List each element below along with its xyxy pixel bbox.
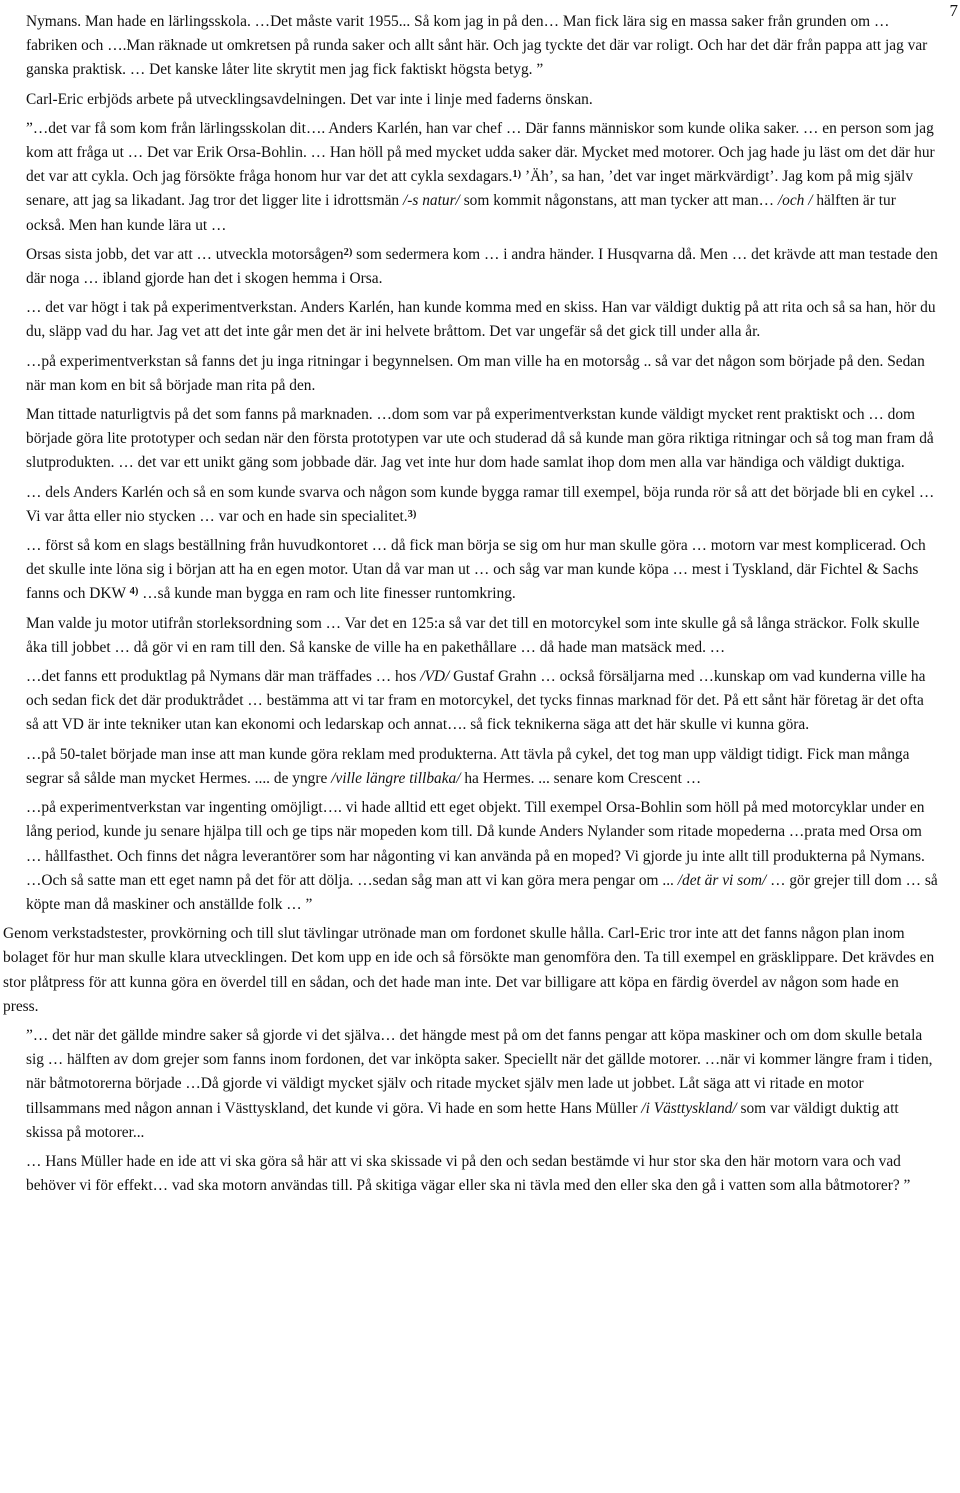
footnote-ref: 1) [512,169,522,181]
paragraph: ”… det när det gällde mindre saker så gjorde vi det själva… det hängde mest på om det fanns pengar att köpa maskiner och om dom skulle betala sig … hälften av dom grejer som fanns inom fordonen, det var inköpta saker. Speciellt när det gällde motorer. …när vi kommer längre fram i tiden, när båtmotorerna började …Då gjorde vi väldigt mycket själv och ritade mycket själv men lade ut jobbet. Låt säga att vi ritade en motor tillsammans med någon annan i Västtyskland, det kunde vi göra. Vi hade en som hette Hans Müller /i Västtyskland/ som var väldigt duktig att skissa på motorer... [26,1026,933,1141]
footnote-ref: 4) [129,586,139,598]
paragraph: …på experimentverkstan var ingenting omöjligt…. vi hade alltid ett eget objekt. Till exempel Orsa-Bohlin som höll på med motorcyklar under en lång period, kunde ju senare hjälpa till och ge tips när mopeden kom till. Då kunde Anders Nylander som ritade mopederna …prata med Orsa om … hållfasthet. Och finns det några leverantörer som har någonting vi kan använda på en moped? Vi gjorde ju inte allt till produkterna på Nymans. …Och så satte man ett eget namn på det för att dölja. …sedan såg man att vi kan göra mera pengar om ... /det är vi som/ … gör grejer till dom … så köpte man då maskiner och anställde folk … ” [26,799,938,913]
paragraph: … först så kom en slags beställning från huvudkontoret … då fick man börja se sig om hur man skulle göra … motorn var mest komplicerad. Och det skulle inte löna sig i början att ha en egen motor. Utan då var man ut … och såg var man kunde köpa … mest i Tyskland, där Fichtel & Sachs fanns och DKW $^{4)}$ …så kunde man bygga en ram och lite finesser runtomkring. [26,537,926,603]
paragraph: Man valde ju motor utifrån storleksordning som … Var det en 125:a så var det till en motorcykel som inte skulle gå så långa sträckor. Folk skulle åka till jobbet … då gör vi en ram till den. Så kanske de ville ha en pakethållare … då hade man matsäck med. … [26,614,920,656]
paragraph: … Hans Müller hade en ide att vi ska göra så här att vi ska skissade vi på den och sedan bestämde vi hur stor ska den här motorn vara och vad behöver vi för effekt… vad ska motorn användas till. På skitiga vägar eller ska ni tävla med den eller ska den gå i vatten som alla båtmotorer? ” [26,1152,911,1195]
paragraph: Carl-Eric erbjöds arbete på utvecklingsavdelningen. Det var inte i linje med faderns önskan. [26,90,593,108]
paragraph: …på 50-talet började man inse att man kunde göra reklam med produkterna. Att tävla på cykel, det tog man upp väldigt tidigt. Fick man många segrar så sålde man mycket Hermes. .... de yngre /ville längre tillbaka/ ha Hermes. ... senare kom Crescent … [26,745,910,787]
paragraph: …på experimentverkstan så fanns det ju inga ritningar i begynnelsen. Om man ville ha en motorsåg .. så var det någon som började på den. Sedan när man kom en bit så började man rita på den. [26,352,925,394]
paragraph: … dels Anders Karlén och så en som kunde svarva och någon som kunde bygga ramar till exempel, böja runda rör så att det började bli en cykel …Vi var åtta eller nio stycken … var och en hade sin specialitet.$^{3)}$ [26,483,935,525]
paragraph: …det fanns ett produktlag på Nymans där man träffades … hos /VD/ Gustaf Grahn … också försäljarna med …kunskap om vad kunderna ville ha och sedan fick det där produktrådet … bestämma att vi tar fram en motorcykel, det tycks finnas marknad för det. På ett sånt här företag är det ofta så att VD är inte tekniker utan kan ekonomi och ledarskap och annat…. så fick teknikerna säga att det här skulle vi kunna göra. [26,668,926,734]
paragraph: Orsas sista jobb, det var att … utveckla motorsågen$^{2)}$ som sedermera kom … i andra händer. I Husqvarna då. Men … det krävde att man testade den där noga … ibland gjorde han det i skogen hemma i Orsa. [26,245,938,288]
paragraph: … det var högt i tak på experimentverkstan. Anders Karlén, han kunde komma med en skiss. Han var väldigt duktig på att rita och så sa han, hör du du, släpp vad du har. Jag vet att det inte går men det är ini helvete bråttom. Det var ungefär så det gick till under alla år. [26,299,936,341]
paragraph: ”…det var få som kom från lärlingsskolan dit…. Anders Karlén, han var chef … Där fanns människor som kunde olika saker. … en person som jag kom att fråga ut … Det var Erik Orsa-Bohlin. … Han höll på med mycket udda saker där. Mycket med motorer. Och jag hade ju läst om det där hur det var att cykla. Och jag försökte fråga honom hur var det att cykla sexdagars.$^{1)}$ ’Äh’, sa han, ’det var inget märkvärdigt’. Jag kom på mig själv senare, att jag sa likadant. Jag tror det ligger lite i idrottsmän /-s natur/ som kommit någonstans, att man tycker att man… /och / hälften är tur också. Men han kunde lära ut … [26,119,935,234]
paragraph: Man tittade naturligtvis på det som fanns på marknaden. …dom som var på experimentverkstan kunde väldigt mycket rent praktiskt och … dom började göra lite prototyper och sedan när den första prototypen var ute och studerad då så kunde man göra riktiga ritningar och så tog man fram då slutprodukten. … det var ett unikt gäng som jobbade där. Jag vet inte hur dom hade samlat ihop dom men alla var händiga och väldigt duktiga. [26,406,934,472]
page-number: 7 [949,1,958,20]
footnote-ref: 3) [407,508,417,520]
narrative-paragraph: Genom verkstadstester, provkörning och till slut tävlingar utrönade man om fordonet skulle hålla. Carl-Eric tror inte att det fanns någon plan inom bolaget för hur man skulle klara utvecklingen. Det kom upp en ide och så försökte man genomföra den. Ta till exempel en gräsklippare. Det krävdes en stor plåtpress för att kunna göra en överdel till en sådan, och det hade man inte. Det var billigare att köpa en färdig överdel av någon som hade en press. [3,925,935,1015]
footnote-ref: 2) [343,246,353,258]
paragraph: Nymans. Man hade en lärlingsskola. …Det måste varit 1955... Så kom jag in på den… Man fick lära sig en massa saker från grunden om … fabriken och ….Man räknade ut omkretsen på runda saker och allt sånt här. Och jag tyckte det där var roligt. Och har det där från pappa att jag var ganska praktisk. … Det kanske låter lite skrytit men jag fick faktiskt högsta betyg. ” [26,13,928,79]
